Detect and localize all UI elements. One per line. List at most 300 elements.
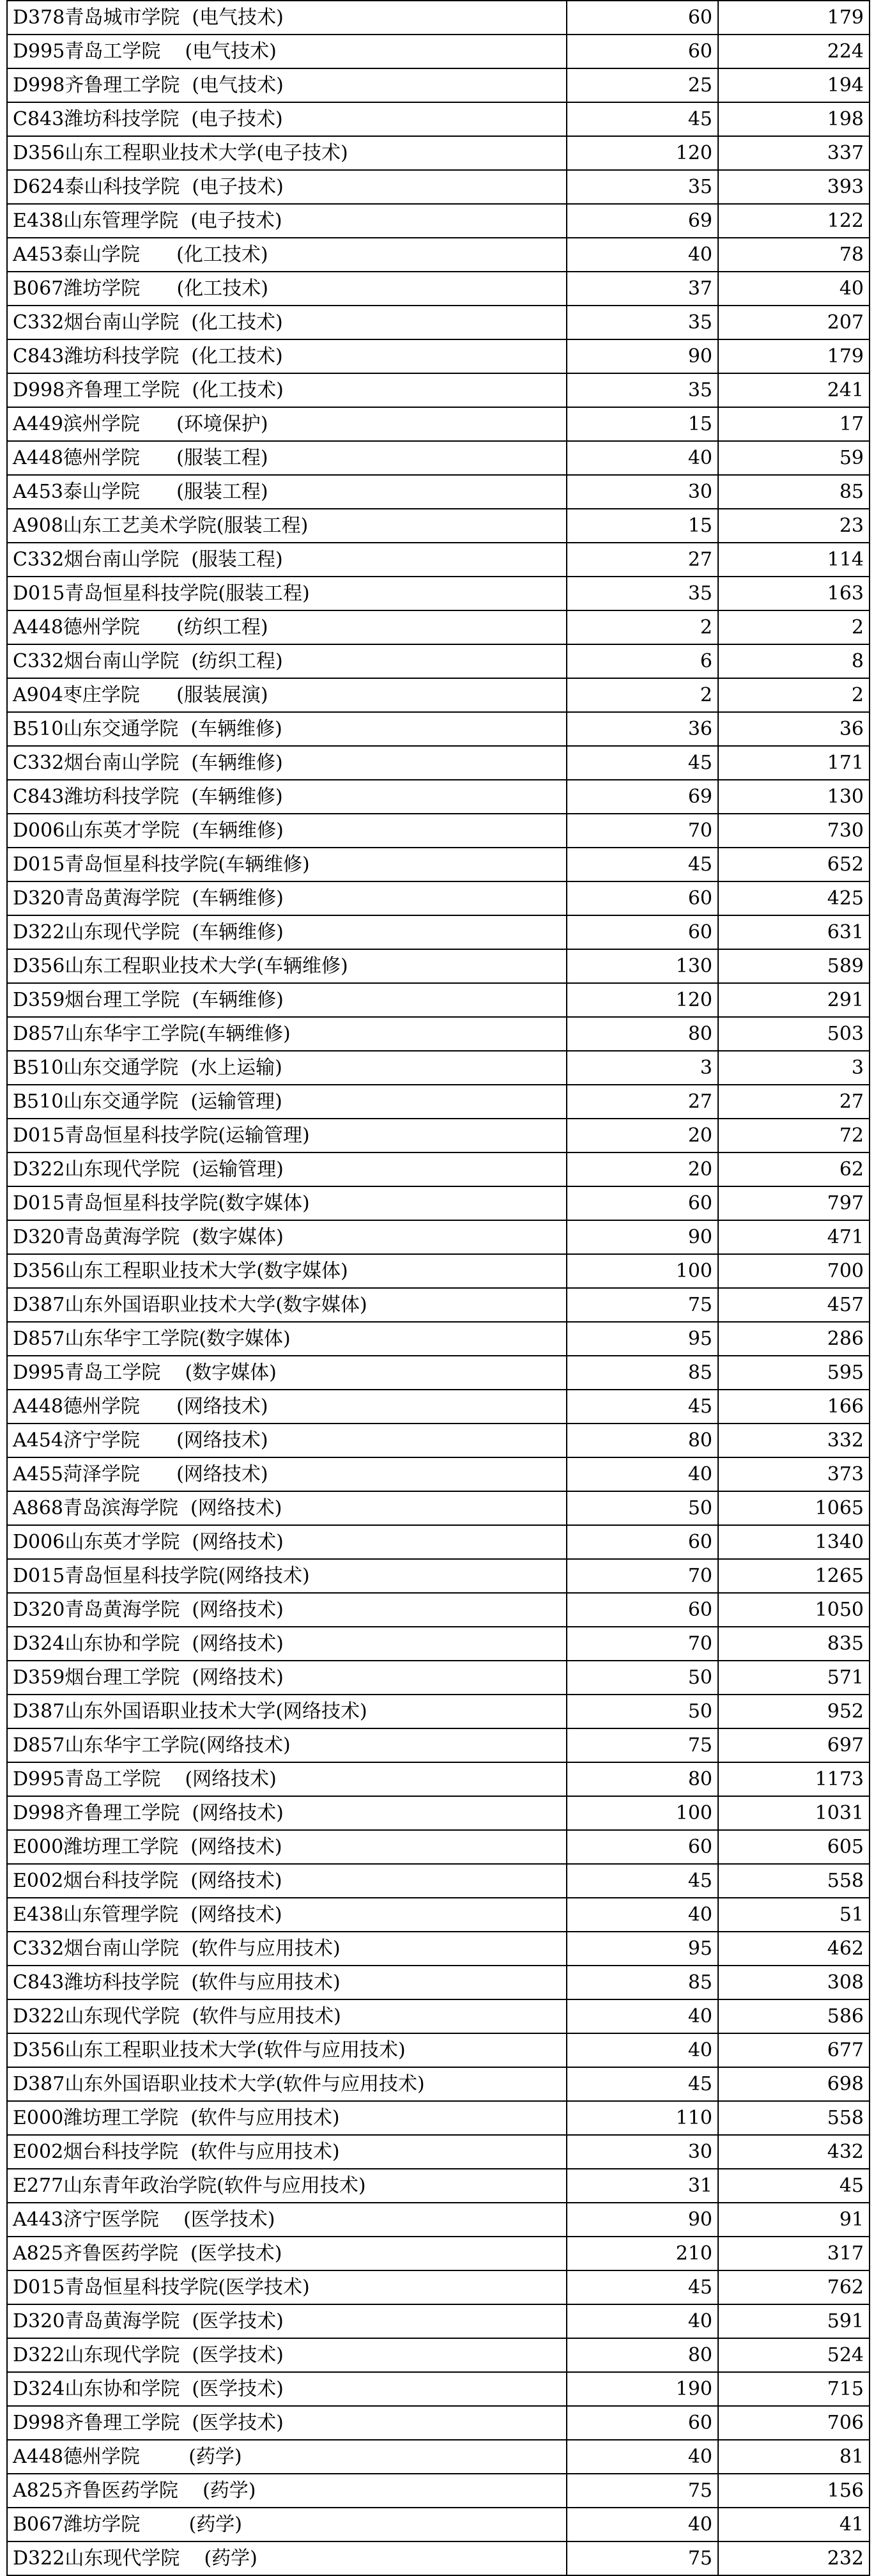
plan-count-cell: 60 [567,881,718,915]
table-row [7,1017,870,1051]
school-major-cell: D857山东华宇工学院(车辆维修) [7,1017,567,1051]
plan-count-cell: 70 [567,1627,718,1661]
school-major-cell: A448德州学院 (纺织工程) [7,610,567,644]
table-row [7,306,870,339]
plan-count-cell: 40 [567,238,718,272]
table-row [7,780,870,814]
school-major-cell: D387山东外国语职业技术大学(数字媒体) [7,1288,567,1322]
school-major-cell: A453泰山学院 (化工技术) [7,238,567,272]
applicant-count-cell: 589 [718,949,870,983]
school-major-cell: D356山东工程职业技术大学(车辆维修) [7,949,567,983]
table-row [7,2474,870,2508]
table-row [7,983,870,1017]
school-major-cell: D998齐鲁理工学院 (医学技术) [7,2406,567,2440]
school-major-cell: D322山东现代学院 (车辆维修) [7,915,567,949]
plan-count-cell: 120 [567,136,718,170]
applicant-count-cell: 171 [718,746,870,780]
table-row [7,1,870,35]
applicant-count-cell: 797 [718,1186,870,1220]
plan-count-cell: 35 [567,577,718,610]
school-major-cell: D387山东外国语职业技术大学(软件与应用技术) [7,2067,567,2101]
applicant-count-cell: 317 [718,2237,870,2270]
table-row [7,610,870,644]
school-major-cell: B510山东交通学院 (水上运输) [7,1051,567,1085]
applicant-count-cell: 462 [718,1932,870,1966]
applicant-count-cell: 591 [718,2304,870,2338]
table-row [7,1695,870,1728]
plan-count-cell: 60 [567,1186,718,1220]
school-major-cell: A453泰山学院 (服装工程) [7,475,567,509]
school-major-cell: A448德州学院 (服装工程) [7,441,567,475]
school-major-cell: C843潍坊科技学院 (电子技术) [7,102,567,136]
table-row [7,170,870,204]
plan-count-cell: 100 [567,1796,718,1830]
table-row [7,1593,870,1627]
applicant-count-cell: 373 [718,1457,870,1491]
plan-count-cell: 6 [567,644,718,678]
plan-count-cell: 75 [567,2474,718,2508]
school-major-cell: D320青岛黄海学院 (数字媒体) [7,1220,567,1254]
applicant-count-cell: 45 [718,2169,870,2203]
applicant-count-cell: 524 [718,2338,870,2372]
applicant-count-cell: 179 [718,339,870,373]
plan-count-cell: 45 [567,2270,718,2304]
enrollment-table [6,0,870,2576]
table-row [7,1627,870,1661]
applicant-count-cell: 1050 [718,1593,870,1627]
applicant-count-cell: 1065 [718,1491,870,1525]
plan-count-cell: 45 [567,102,718,136]
applicant-count-cell: 163 [718,577,870,610]
school-major-cell: D015青岛恒星科技学院(网络技术) [7,1559,567,1593]
table-row [7,746,870,780]
applicant-count-cell: 393 [718,170,870,204]
plan-count-cell: 75 [567,2541,718,2575]
applicant-count-cell: 72 [718,1119,870,1152]
school-major-cell: A454济宁学院 (网络技术) [7,1424,567,1457]
plan-count-cell: 70 [567,814,718,848]
plan-count-cell: 75 [567,1288,718,1322]
applicant-count-cell: 40 [718,272,870,306]
plan-count-cell: 45 [567,1390,718,1424]
table-row [7,68,870,102]
plan-count-cell: 20 [567,1119,718,1152]
plan-count-cell: 36 [567,712,718,746]
table-row [7,644,870,678]
table-row [7,1356,870,1390]
applicant-count-cell: 3 [718,1051,870,1085]
applicant-count-cell: 1031 [718,1796,870,1830]
school-major-cell: D624泰山科技学院 (电子技术) [7,170,567,204]
applicant-count-cell: 571 [718,1661,870,1695]
applicant-count-cell: 122 [718,204,870,238]
table-row [7,2135,870,2169]
table-row [7,407,870,441]
applicant-count-cell: 194 [718,68,870,102]
plan-count-cell: 60 [567,1593,718,1627]
table-row [7,678,870,712]
applicant-count-cell: 952 [718,1695,870,1728]
applicant-count-cell: 36 [718,712,870,746]
school-major-cell: E438山东管理学院 (网络技术) [7,1898,567,1932]
plan-count-cell: 120 [567,983,718,1017]
applicant-count-cell: 85 [718,475,870,509]
school-major-cell: D995青岛工学院 (网络技术) [7,1762,567,1796]
school-major-cell: B067潍坊学院 (药学) [7,2508,567,2541]
applicant-count-cell: 308 [718,1966,870,1999]
table-row [7,577,870,610]
plan-count-cell: 35 [567,306,718,339]
table-row [7,1085,870,1119]
plan-count-cell: 95 [567,1932,718,1966]
school-major-cell: A904枣庄学院 (服装展演) [7,678,567,712]
applicant-count-cell: 51 [718,1898,870,1932]
table-row [7,543,870,577]
applicant-count-cell: 835 [718,1627,870,1661]
applicant-count-cell: 1265 [718,1559,870,1593]
applicant-count-cell: 241 [718,373,870,407]
table-row [7,204,870,238]
applicant-count-cell: 17 [718,407,870,441]
table-body [7,1,870,2575]
applicant-count-cell: 224 [718,35,870,68]
table-row [7,1559,870,1593]
applicant-count-cell: 130 [718,780,870,814]
table-row [7,102,870,136]
applicant-count-cell: 432 [718,2135,870,2169]
school-major-cell: D995青岛工学院 (电气技术) [7,35,567,68]
school-major-cell: D006山东英才学院 (网络技术) [7,1525,567,1559]
plan-count-cell: 27 [567,543,718,577]
school-major-cell: D320青岛黄海学院 (车辆维修) [7,881,567,915]
school-major-cell: D322山东现代学院 (医学技术) [7,2338,567,2372]
table-row [7,2101,870,2135]
table-row [7,814,870,848]
plan-count-cell: 40 [567,1457,718,1491]
applicant-count-cell: 2 [718,678,870,712]
school-major-cell: E277山东青年政治学院(软件与应用技术) [7,2169,567,2203]
applicant-count-cell: 503 [718,1017,870,1051]
applicant-count-cell: 198 [718,102,870,136]
school-major-cell: D015青岛恒星科技学院(数字媒体) [7,1186,567,1220]
table-row [7,2270,870,2304]
table-row [7,712,870,746]
plan-count-cell: 45 [567,848,718,881]
table-row [7,1864,870,1898]
plan-count-cell: 40 [567,1999,718,2033]
table-row [7,1966,870,1999]
school-major-cell: A908山东工艺美术学院(服装工程) [7,509,567,543]
plan-count-cell: 35 [567,373,718,407]
school-major-cell: C843潍坊科技学院 (软件与应用技术) [7,1966,567,1999]
table-row [7,509,870,543]
school-major-cell: A448德州学院 (药学) [7,2440,567,2474]
school-major-cell: B067潍坊学院 (化工技术) [7,272,567,306]
plan-count-cell: 40 [567,1898,718,1932]
plan-count-cell: 27 [567,1085,718,1119]
plan-count-cell: 85 [567,1356,718,1390]
school-major-cell: D324山东协和学院 (网络技术) [7,1627,567,1661]
school-major-cell: D998齐鲁理工学院 (电气技术) [7,68,567,102]
school-major-cell: A868青岛滨海学院 (网络技术) [7,1491,567,1525]
applicant-count-cell: 166 [718,1390,870,1424]
plan-count-cell: 30 [567,2135,718,2169]
table-row [7,881,870,915]
school-major-cell: A455菏泽学院 (网络技术) [7,1457,567,1491]
school-major-cell: D356山东工程职业技术大学(软件与应用技术) [7,2033,567,2067]
school-major-cell: E000潍坊理工学院 (网络技术) [7,1830,567,1864]
school-major-cell: A825齐鲁医药学院 (药学) [7,2474,567,2508]
table-row [7,2338,870,2372]
plan-count-cell: 35 [567,170,718,204]
applicant-count-cell: 558 [718,1864,870,1898]
plan-count-cell: 15 [567,407,718,441]
applicant-count-cell: 715 [718,2372,870,2406]
school-major-cell: D359烟台理工学院 (网络技术) [7,1661,567,1695]
table-row [7,1796,870,1830]
table-row [7,475,870,509]
table-row [7,2304,870,2338]
plan-count-cell: 15 [567,509,718,543]
table-row [7,1898,870,1932]
applicant-count-cell: 605 [718,1830,870,1864]
applicant-count-cell: 91 [718,2203,870,2237]
applicant-count-cell: 730 [718,814,870,848]
applicant-count-cell: 8 [718,644,870,678]
plan-count-cell: 40 [567,2508,718,2541]
table-row [7,2067,870,2101]
applicant-count-cell: 207 [718,306,870,339]
school-major-cell: E002烟台科技学院 (软件与应用技术) [7,2135,567,2169]
table-row [7,848,870,881]
school-major-cell: D356山东工程职业技术大学(电子技术) [7,136,567,170]
table-row [7,1152,870,1186]
school-major-cell: D998齐鲁理工学院 (化工技术) [7,373,567,407]
applicant-count-cell: 2 [718,610,870,644]
school-major-cell: D998齐鲁理工学院 (网络技术) [7,1796,567,1830]
applicant-count-cell: 595 [718,1356,870,1390]
plan-count-cell: 25 [567,68,718,102]
plan-count-cell: 45 [567,746,718,780]
applicant-count-cell: 457 [718,1288,870,1322]
table-row [7,441,870,475]
plan-count-cell: 130 [567,949,718,983]
applicant-count-cell: 558 [718,2101,870,2135]
applicant-count-cell: 59 [718,441,870,475]
plan-count-cell: 75 [567,1728,718,1762]
plan-count-cell: 69 [567,780,718,814]
applicant-count-cell: 697 [718,1728,870,1762]
table-row [7,949,870,983]
plan-count-cell: 210 [567,2237,718,2270]
plan-count-cell: 95 [567,1322,718,1356]
applicant-count-cell: 631 [718,915,870,949]
table-row [7,1119,870,1152]
school-major-cell: D322山东现代学院 (软件与应用技术) [7,1999,567,2033]
applicant-count-cell: 677 [718,2033,870,2067]
table-row [7,2372,870,2406]
applicant-count-cell: 471 [718,1220,870,1254]
plan-count-cell: 50 [567,1491,718,1525]
applicant-count-cell: 586 [718,1999,870,2033]
school-major-cell: D320青岛黄海学院 (网络技术) [7,1593,567,1627]
applicant-count-cell: 698 [718,2067,870,2101]
school-major-cell: D015青岛恒星科技学院(服装工程) [7,577,567,610]
plan-count-cell: 50 [567,1661,718,1695]
applicant-count-cell: 232 [718,2541,870,2575]
school-major-cell: D015青岛恒星科技学院(车辆维修) [7,848,567,881]
plan-count-cell: 80 [567,1017,718,1051]
plan-count-cell: 60 [567,2406,718,2440]
plan-count-cell: 50 [567,1695,718,1728]
applicant-count-cell: 425 [718,881,870,915]
table-row [7,1457,870,1491]
applicant-count-cell: 762 [718,2270,870,2304]
table-row [7,1661,870,1695]
school-major-cell: D015青岛恒星科技学院(运输管理) [7,1119,567,1152]
plan-count-cell: 20 [567,1152,718,1186]
plan-count-cell: 70 [567,1559,718,1593]
applicant-count-cell: 114 [718,543,870,577]
school-major-cell: D378青岛城市学院 (电气技术) [7,1,567,35]
plan-count-cell: 90 [567,1220,718,1254]
school-major-cell: A825齐鲁医药学院 (医学技术) [7,2237,567,2270]
school-major-cell: B510山东交通学院 (运输管理) [7,1085,567,1119]
school-major-cell: C843潍坊科技学院 (车辆维修) [7,780,567,814]
plan-count-cell: 45 [567,1864,718,1898]
table-row [7,1220,870,1254]
applicant-count-cell: 1173 [718,1762,870,1796]
table-row [7,2508,870,2541]
table-row [7,1051,870,1085]
applicant-count-cell: 27 [718,1085,870,1119]
applicant-count-cell: 23 [718,509,870,543]
school-major-cell: C332烟台南山学院 (纺织工程) [7,644,567,678]
applicant-count-cell: 156 [718,2474,870,2508]
table-row [7,1322,870,1356]
plan-count-cell: 90 [567,339,718,373]
applicant-count-cell: 1340 [718,1525,870,1559]
school-major-cell: D857山东华宇工学院(网络技术) [7,1728,567,1762]
plan-count-cell: 40 [567,2440,718,2474]
applicant-count-cell: 81 [718,2440,870,2474]
plan-count-cell: 80 [567,2338,718,2372]
plan-count-cell: 60 [567,915,718,949]
school-major-cell: A449滨州学院 (环境保护) [7,407,567,441]
table-row [7,1254,870,1288]
school-major-cell: D015青岛恒星科技学院(医学技术) [7,2270,567,2304]
table-row [7,238,870,272]
table-row [7,915,870,949]
plan-count-cell: 60 [567,1525,718,1559]
plan-count-cell: 80 [567,1424,718,1457]
table-row [7,2406,870,2440]
plan-count-cell: 30 [567,475,718,509]
table-row [7,1491,870,1525]
school-major-cell: E000潍坊理工学院 (软件与应用技术) [7,2101,567,2135]
table-row [7,2033,870,2067]
plan-count-cell: 40 [567,441,718,475]
school-major-cell: D322山东现代学院 (药学) [7,2541,567,2575]
plan-count-cell: 60 [567,1830,718,1864]
table-row [7,272,870,306]
applicant-count-cell: 41 [718,2508,870,2541]
table-row [7,1390,870,1424]
school-major-cell: D006山东英才学院 (车辆维修) [7,814,567,848]
school-major-cell: D995青岛工学院 (数字媒体) [7,1356,567,1390]
plan-count-cell: 31 [567,2169,718,2203]
table-row [7,373,870,407]
school-major-cell: C332烟台南山学院 (化工技术) [7,306,567,339]
plan-count-cell: 2 [567,678,718,712]
plan-count-cell: 40 [567,2033,718,2067]
school-major-cell: E438山东管理学院 (电子技术) [7,204,567,238]
school-major-cell: A448德州学院 (网络技术) [7,1390,567,1424]
table-row [7,1932,870,1966]
table-row [7,35,870,68]
table-row [7,1728,870,1762]
table-row [7,1762,870,1796]
school-major-cell: D387山东外国语职业技术大学(网络技术) [7,1695,567,1728]
school-major-cell: D356山东工程职业技术大学(数字媒体) [7,1254,567,1288]
applicant-count-cell: 179 [718,1,870,35]
table-row [7,1830,870,1864]
plan-count-cell: 190 [567,2372,718,2406]
school-major-cell: C332烟台南山学院 (车辆维修) [7,746,567,780]
table-row [7,339,870,373]
applicant-count-cell: 700 [718,1254,870,1288]
plan-count-cell: 100 [567,1254,718,1288]
plan-count-cell: 37 [567,272,718,306]
applicant-count-cell: 78 [718,238,870,272]
school-major-cell: D857山东华宇工学院(数字媒体) [7,1322,567,1356]
plan-count-cell: 69 [567,204,718,238]
applicant-count-cell: 332 [718,1424,870,1457]
plan-count-cell: 60 [567,35,718,68]
school-major-cell: E002烟台科技学院 (网络技术) [7,1864,567,1898]
plan-count-cell: 40 [567,2304,718,2338]
applicant-count-cell: 291 [718,983,870,1017]
applicant-count-cell: 286 [718,1322,870,1356]
plan-count-cell: 2 [567,610,718,644]
applicant-count-cell: 337 [718,136,870,170]
school-major-cell: C332烟台南山学院 (服装工程) [7,543,567,577]
table-row [7,2169,870,2203]
table-row [7,2541,870,2575]
school-major-cell: B510山东交通学院 (车辆维修) [7,712,567,746]
school-major-cell: C332烟台南山学院 (软件与应用技术) [7,1932,567,1966]
school-major-cell: D322山东现代学院 (运输管理) [7,1152,567,1186]
plan-count-cell: 85 [567,1966,718,1999]
applicant-count-cell: 652 [718,848,870,881]
plan-count-cell: 80 [567,1762,718,1796]
plan-count-cell: 110 [567,2101,718,2135]
school-major-cell: D324山东协和学院 (医学技术) [7,2372,567,2406]
table-row [7,2237,870,2270]
plan-count-cell: 60 [567,1,718,35]
plan-count-cell: 3 [567,1051,718,1085]
school-major-cell: A443济宁医学院 (医学技术) [7,2203,567,2237]
table-row [7,2440,870,2474]
table-row [7,1999,870,2033]
applicant-count-cell: 62 [718,1152,870,1186]
table-row [7,1288,870,1322]
applicant-count-cell: 706 [718,2406,870,2440]
plan-count-cell: 45 [567,2067,718,2101]
school-major-cell: D359烟台理工学院 (车辆维修) [7,983,567,1017]
school-major-cell: D320青岛黄海学院 (医学技术) [7,2304,567,2338]
table-row [7,136,870,170]
